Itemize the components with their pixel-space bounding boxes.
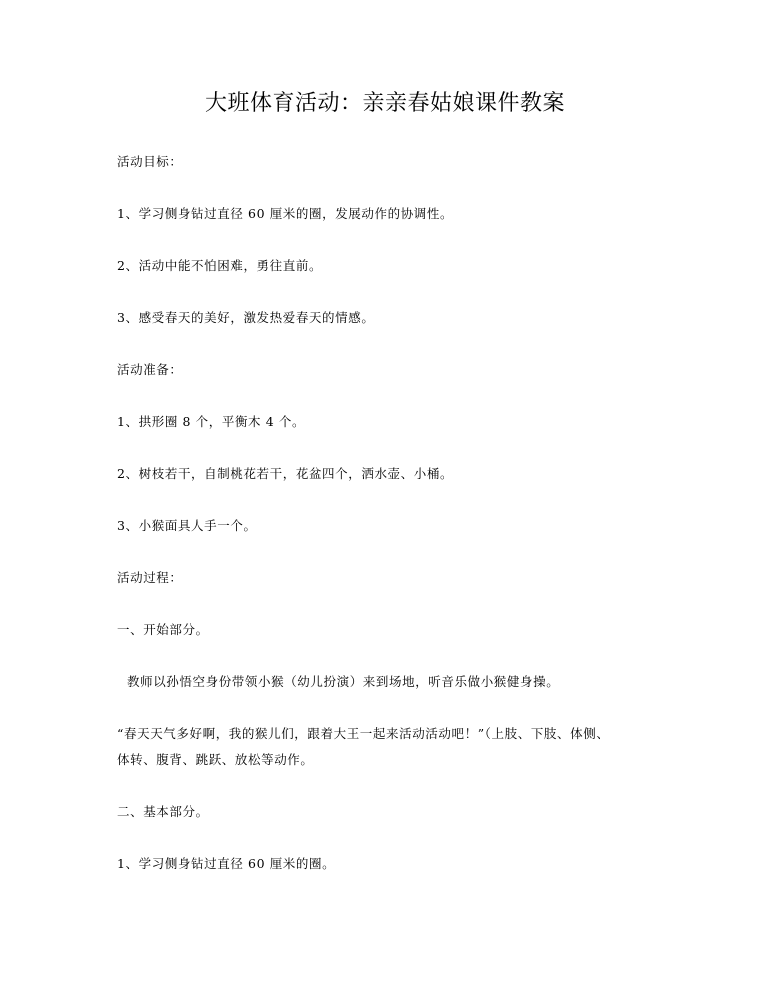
section-heading-preparation: 活动准备：	[117, 362, 183, 377]
process-part-2-heading: 二、基本部分。	[117, 804, 209, 819]
section-heading-process: 活动过程：	[117, 570, 183, 585]
process-part-1-quote: “春天天气多好啊，我的猴儿们，跟着大王一起来活动活动吧！”（上肢、下肢、体侧、	[117, 726, 610, 741]
preparation-item-3: 3、小猴面具人手一个。	[117, 518, 257, 533]
preparation-item-2: 2、树枝若干，自制桃花若干，花盆四个，洒水壶、小桶。	[117, 466, 454, 481]
section-heading-goals: 活动目标：	[117, 154, 183, 169]
preparation-item-1: 1、拱形圈 8 个，平衡木 4 个。	[117, 414, 306, 429]
process-part-1-quote-continued: 体转、腹背、跳跃、放松等动作。	[117, 752, 314, 767]
document-title: 大班体育活动：亲亲春姑娘课件教案	[204, 91, 565, 116]
process-part-2-item-1: 1、学习侧身钻过直径 60 厘米的圈。	[117, 856, 336, 871]
goal-item-2: 2、活动中能不怕困难，勇往直前。	[117, 258, 323, 273]
process-part-1-text: 教师以孙悟空身份带领小猴（幼儿扮演）来到场地，听音乐做小猴健身操。	[127, 674, 560, 689]
process-part-1-heading: 一、开始部分。	[117, 622, 209, 637]
goal-item-1: 1、学习侧身钻过直径 60 厘米的圈，发展动作的协调性。	[117, 206, 454, 221]
goal-item-3: 3、感受春天的美好，激发热爱春天的情感。	[117, 310, 375, 325]
